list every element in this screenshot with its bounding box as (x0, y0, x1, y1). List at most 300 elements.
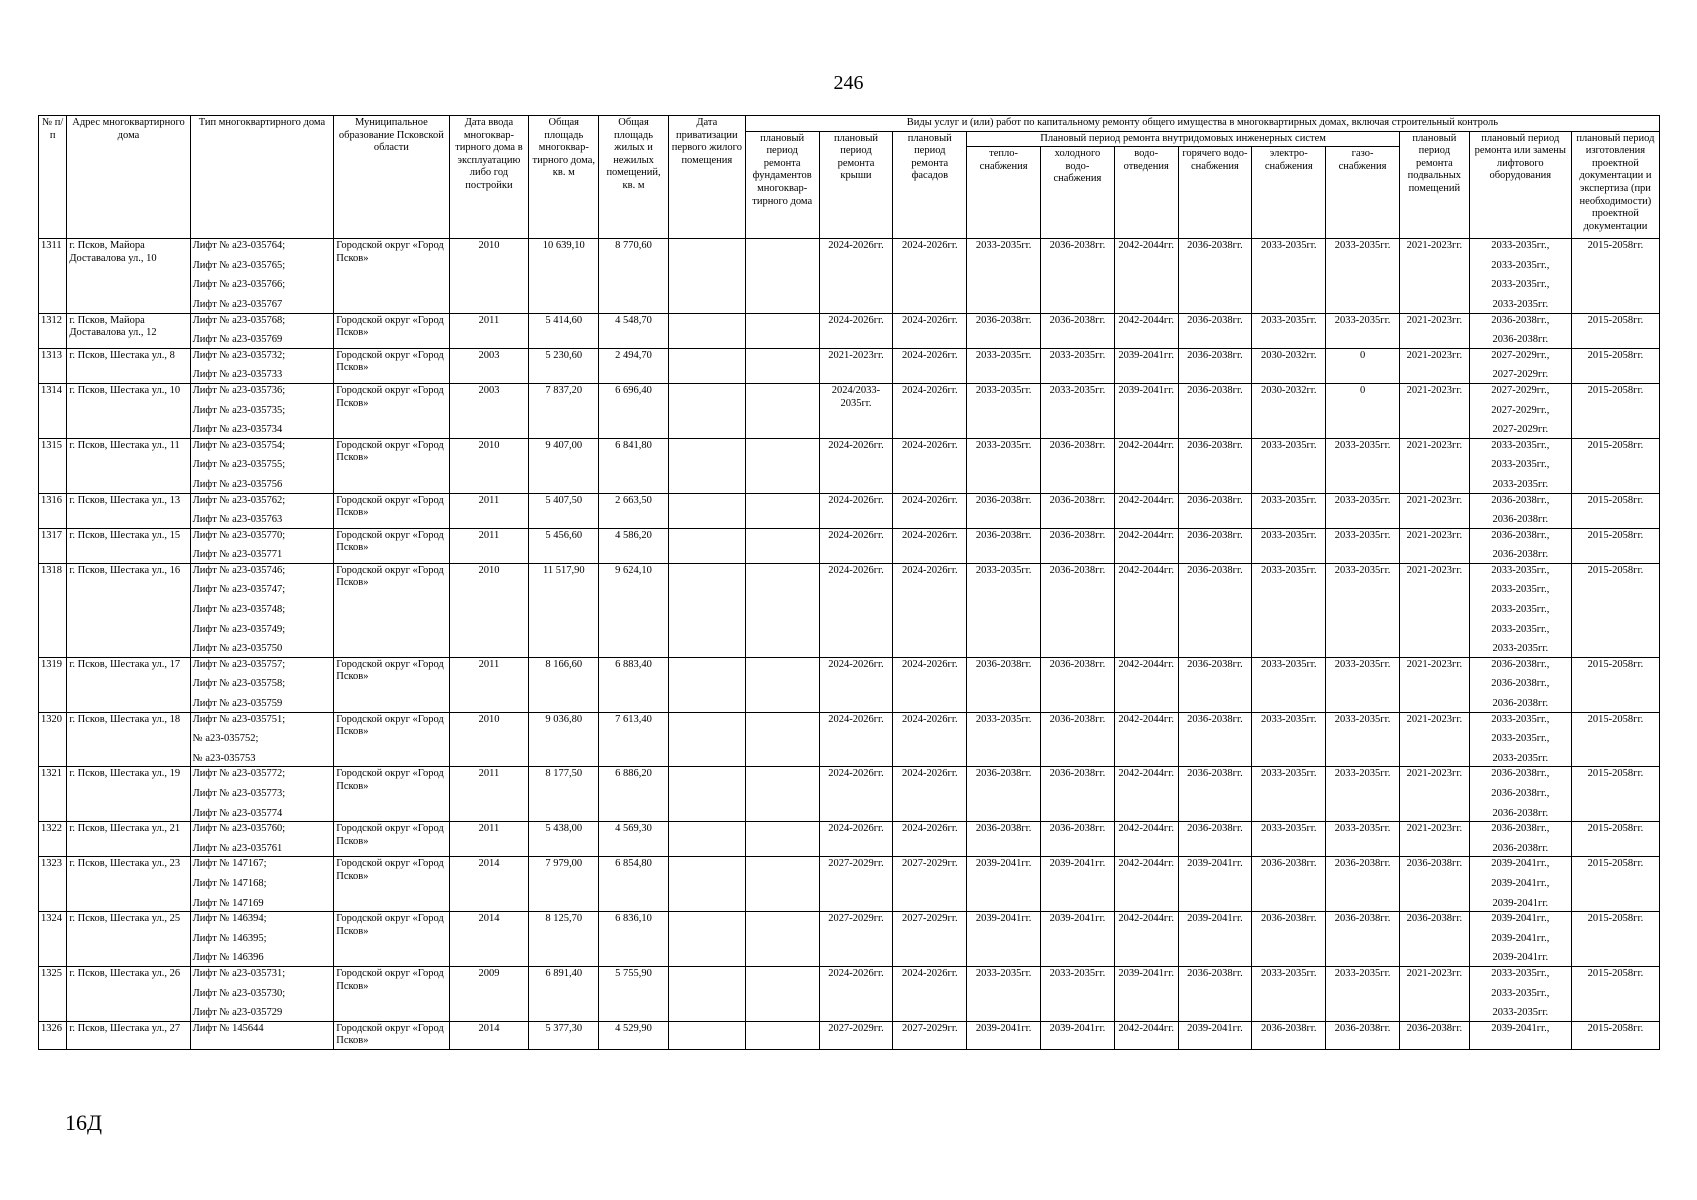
commission-year-cell: 2014 (449, 1021, 529, 1049)
table-row (39, 966, 1660, 1021)
municipality-cell: Городской округ «Город Псков» (334, 348, 449, 383)
gas-period-cell: 2033-2035гг. (1326, 767, 1400, 822)
row-num-cell: 1320 (39, 712, 67, 767)
foundation-period-cell (745, 348, 819, 383)
foundation-period-cell (745, 313, 819, 348)
elevator-type-cell (190, 493, 334, 528)
address-cell: г. Псков, Шестака ул., 27 (67, 1021, 190, 1049)
foundation-period-cell (745, 712, 819, 767)
elevator-type-line: Лифт № а23-035731; (192, 967, 286, 979)
elevator-type-cell (190, 313, 334, 348)
total-area-cell: 7 837,20 (529, 383, 599, 438)
foundation-period-cell (745, 528, 819, 563)
basement-period-cell: 2021-2023гг. (1399, 438, 1469, 493)
living-area-cell: 6 836,10 (599, 912, 669, 967)
elevator-period-line: 2033-2035гг. (1492, 298, 1549, 310)
elevator-period-line: 2036-2038гг., (1491, 788, 1550, 799)
foundation-period-cell (745, 563, 819, 657)
elevator-period-cell (1469, 313, 1571, 348)
design-period-cell: 2015-2058гг. (1571, 822, 1659, 857)
elevator-period-cell (1469, 857, 1571, 912)
facade-period-cell: 2024-2026гг. (893, 383, 967, 438)
design-period-cell: 2015-2058гг. (1571, 657, 1659, 712)
design-period-cell: 2015-2058гг. (1571, 438, 1659, 493)
living-area-cell: 4 569,30 (599, 822, 669, 857)
facade-period-cell: 2027-2029гг. (893, 1021, 967, 1049)
elevator-period-line: 2036-2038гг. (1492, 807, 1549, 819)
basement-period-cell: 2021-2023гг. (1399, 563, 1469, 657)
commission-year-cell: 2014 (449, 912, 529, 967)
electric-period-cell: 2036-2038гг. (1252, 912, 1326, 967)
elevator-period-line: 2036-2038гг., (1491, 678, 1550, 690)
address-cell: г. Псков, Шестака ул., 13 (67, 493, 190, 528)
municipality-cell: Городской округ «Город Псков» (334, 528, 449, 563)
facade-period-cell: 2024-2026гг. (893, 767, 967, 822)
privatization-cell (668, 822, 745, 857)
elevator-period-line: 2027-2029гг. (1492, 424, 1549, 436)
elevator-period-cell (1469, 493, 1571, 528)
design-period-cell: 2015-2058гг. (1571, 239, 1659, 313)
row-num-cell: 1321 (39, 767, 67, 822)
elevator-type-line: Лифт № а23-035736; (192, 384, 286, 396)
elevator-period-line: 2033-2035гг., (1491, 240, 1550, 252)
hot-water-period-cell: 2036-2038гг. (1178, 966, 1252, 1021)
elevator-type-line: Лифт № 146395; (192, 932, 267, 944)
elevator-type-line: Лифт № а23-035729 (192, 1007, 283, 1019)
elevator-period-line: 2033-2035гг. (1492, 643, 1549, 655)
foundation-period-cell (745, 493, 819, 528)
hot-water-period-cell: 2036-2038гг. (1178, 822, 1252, 857)
elevator-type-cell (190, 438, 334, 493)
elevator-period-cell (1469, 966, 1571, 1021)
facade-period-cell: 2027-2029гг. (893, 857, 967, 912)
hot-water-period-cell: 2036-2038гг. (1178, 528, 1252, 563)
privatization-cell (668, 348, 745, 383)
gas-period-cell: 2033-2035гг. (1326, 438, 1400, 493)
foundation-period-cell (745, 1021, 819, 1049)
municipality-cell: Городской округ «Город Псков» (334, 1021, 449, 1049)
elevator-period-cell (1469, 438, 1571, 493)
gas-period-cell: 2036-2038гг. (1326, 912, 1400, 967)
heat-period-cell: 2033-2035гг. (967, 239, 1041, 313)
cold-water-period-cell: 2036-2038гг. (1041, 239, 1115, 313)
hot-water-period-cell: 2039-2041гг. (1178, 912, 1252, 967)
sewer-period-cell: 2042-2044гг. (1114, 239, 1178, 313)
cold-water-period-cell: 2036-2038гг. (1041, 438, 1115, 493)
sewer-period-cell: 2042-2044гг. (1114, 912, 1178, 967)
heat-period-cell: 2033-2035гг. (967, 348, 1041, 383)
elevator-period-line: 2036-2038гг., (1491, 314, 1550, 326)
header-living-area: Общая площадь жилых и нежилых помещений, кв. м (599, 116, 669, 239)
elevator-type-line: Лифт № а23-035766; (192, 279, 286, 291)
table-row (39, 822, 1660, 857)
foundation-period-cell (745, 822, 819, 857)
elevator-period-line: 2033-2035гг., (1491, 439, 1550, 451)
elevator-type-line: Лифт № а23-035763 (192, 514, 283, 526)
heat-period-cell: 2033-2035гг. (967, 563, 1041, 657)
row-num-cell: 1314 (39, 383, 67, 438)
table-row (39, 857, 1660, 912)
sewer-period-cell: 2042-2044гг. (1114, 493, 1178, 528)
privatization-cell (668, 438, 745, 493)
elevator-period-line: 2027-2029гг., (1491, 404, 1550, 416)
elevator-period-line: 2033-2035гг., (1491, 459, 1550, 471)
facade-period-cell: 2024-2026гг. (893, 493, 967, 528)
foundation-period-cell (745, 239, 819, 313)
elevator-type-line: Лифт № а23-035746; (192, 564, 286, 576)
table-row (39, 383, 1660, 438)
municipality-cell: Городской округ «Город Псков» (334, 239, 449, 313)
roof-period-cell: 2024-2026гг. (819, 493, 893, 528)
electric-period-cell: 2033-2035гг. (1252, 712, 1326, 767)
capital-repair-table (38, 115, 1660, 1050)
elevator-type-line: Лифт № 147168; (192, 877, 267, 889)
hot-water-period-cell: 2036-2038гг. (1178, 767, 1252, 822)
hot-water-period-cell: 2036-2038гг. (1178, 563, 1252, 657)
roof-period-cell: 2024-2026гг. (819, 822, 893, 857)
privatization-cell (668, 528, 745, 563)
header-municipality: Муниципальное образование Псковской области (334, 116, 449, 239)
elevator-type-line: Лифт № а23-035732; (192, 349, 286, 361)
elevator-period-line: 2039-2041гг., (1491, 858, 1550, 870)
commission-year-cell: 2010 (449, 438, 529, 493)
elevator-type-line: Лифт № 145644 (192, 1022, 264, 1034)
table-row (39, 563, 1660, 657)
basement-period-cell: 2036-2038гг. (1399, 1021, 1469, 1049)
gas-period-cell: 2033-2035гг. (1326, 966, 1400, 1021)
hot-water-period-cell: 2036-2038гг. (1178, 493, 1252, 528)
design-period-cell: 2015-2058гг. (1571, 966, 1659, 1021)
elevator-type-line: Лифт № а23-035771 (192, 549, 283, 561)
living-area-cell: 6 854,80 (599, 857, 669, 912)
total-area-cell: 9 407,00 (529, 438, 599, 493)
elevator-period-line: 2033-2035гг. (1492, 1007, 1549, 1019)
row-num-cell: 1317 (39, 528, 67, 563)
elevator-type-line: № а23-035753 (192, 752, 256, 764)
foundation-period-cell (745, 966, 819, 1021)
design-period-cell: 2015-2058гг. (1571, 563, 1659, 657)
living-area-cell: 4 586,20 (599, 528, 669, 563)
commission-year-cell: 2009 (449, 966, 529, 1021)
gas-period-cell: 0 (1326, 348, 1400, 383)
elevator-period-cell (1469, 822, 1571, 857)
privatization-cell (668, 966, 745, 1021)
row-num-cell: 1312 (39, 313, 67, 348)
address-cell: г. Псков, Шестака ул., 23 (67, 857, 190, 912)
cold-water-period-cell: 2036-2038гг. (1041, 563, 1115, 657)
total-area-cell: 11 517,90 (529, 563, 599, 657)
basement-period-cell: 2036-2038гг. (1399, 912, 1469, 967)
elevator-period-line: 2033-2035гг., (1491, 279, 1550, 291)
address-cell: г. Псков, Шестака ул., 11 (67, 438, 190, 493)
commission-year-cell: 2011 (449, 528, 529, 563)
facade-period-cell: 2024-2026гг. (893, 528, 967, 563)
commission-year-cell: 2011 (449, 822, 529, 857)
gas-period-cell: 2033-2035гг. (1326, 712, 1400, 767)
roof-period-cell: 2027-2029гг. (819, 912, 893, 967)
foundation-period-cell (745, 912, 819, 967)
gas-period-cell: 2033-2035гг. (1326, 239, 1400, 313)
living-area-cell: 5 755,90 (599, 966, 669, 1021)
elevator-type-line: Лифт № 146394; (192, 913, 267, 925)
municipality-cell: Городской округ «Город Псков» (334, 822, 449, 857)
header-roof: плановый период ремонта крыши (819, 131, 893, 239)
basement-period-cell: 2021-2023гг. (1399, 822, 1469, 857)
hot-water-period-cell: 2036-2038гг. (1178, 348, 1252, 383)
elevator-type-cell (190, 822, 334, 857)
hot-water-period-cell: 2036-2038гг. (1178, 438, 1252, 493)
address-cell: г. Псков, Шестака ул., 15 (67, 528, 190, 563)
elevator-type-cell (190, 857, 334, 912)
elevator-type-cell (190, 712, 334, 767)
facade-period-cell: 2024-2026гг. (893, 657, 967, 712)
elevator-type-line: Лифт № а23-035765; (192, 259, 286, 271)
municipality-cell: Городской округ «Город Псков» (334, 966, 449, 1021)
cold-water-period-cell: 2036-2038гг. (1041, 528, 1115, 563)
elevator-type-cell (190, 348, 334, 383)
total-area-cell: 5 230,60 (529, 348, 599, 383)
elevator-type-cell (190, 912, 334, 967)
elevator-type-line: Лифт № а23-035757; (192, 658, 286, 670)
elevator-type-line: Лифт № а23-035747; (192, 584, 286, 596)
total-area-cell: 6 891,40 (529, 966, 599, 1021)
commission-year-cell: 2011 (449, 767, 529, 822)
cold-water-period-cell: 2033-2035гг. (1041, 348, 1115, 383)
elevator-period-line: 2027-2029гг. (1492, 369, 1549, 381)
elevator-period-cell (1469, 712, 1571, 767)
roof-period-cell: 2024-2026гг. (819, 712, 893, 767)
foundation-period-cell (745, 383, 819, 438)
elevator-type-cell (190, 239, 334, 313)
design-period-cell: 2015-2058гг. (1571, 912, 1659, 967)
row-num-cell: 1323 (39, 857, 67, 912)
elevator-period-line: 2039-2041гг., (1491, 1022, 1550, 1034)
foundation-period-cell (745, 767, 819, 822)
gas-period-cell: 2033-2035гг. (1326, 493, 1400, 528)
elevator-type-cell (190, 383, 334, 438)
roof-period-cell: 2024-2026гг. (819, 767, 893, 822)
design-period-cell: 2015-2058гг. (1571, 767, 1659, 822)
elevator-type-cell (190, 528, 334, 563)
electric-period-cell: 2030-2032гг. (1252, 348, 1326, 383)
total-area-cell: 8 177,50 (529, 767, 599, 822)
privatization-cell (668, 657, 745, 712)
cold-water-period-cell: 2039-2041гг. (1041, 912, 1115, 967)
elevator-type-line: Лифт № а23-035769 (192, 334, 283, 346)
elevator-type-line: Лифт № 147169 (192, 897, 264, 909)
electric-period-cell: 2033-2035гг. (1252, 239, 1326, 313)
cold-water-period-cell: 2036-2038гг. (1041, 767, 1115, 822)
elevator-type-line: Лифт № а23-035756 (192, 478, 283, 490)
sewer-period-cell: 2042-2044гг. (1114, 1021, 1178, 1049)
total-area-cell: 5 438,00 (529, 822, 599, 857)
row-num-cell: 1319 (39, 657, 67, 712)
sewer-period-cell: 2042-2044гг. (1114, 857, 1178, 912)
heat-period-cell: 2033-2035гг. (967, 383, 1041, 438)
header-cold-water: холодного водо-снабжения (1041, 147, 1115, 239)
sewer-period-cell: 2042-2044гг. (1114, 563, 1178, 657)
living-area-cell: 2 494,70 (599, 348, 669, 383)
header-engineering-group: Плановый период ремонта внутридомовых инженерных систем (967, 131, 1400, 147)
facade-period-cell: 2024-2026гг. (893, 822, 967, 857)
elevator-type-cell (190, 1021, 334, 1049)
elevator-type-line: Лифт № а23-035768; (192, 314, 286, 326)
elevator-type-line: Лифт № а23-035755; (192, 459, 286, 471)
total-area-cell: 10 639,10 (529, 239, 599, 313)
municipality-cell: Городской округ «Город Псков» (334, 912, 449, 967)
heat-period-cell: 2039-2041гг. (967, 912, 1041, 967)
privatization-cell (668, 912, 745, 967)
row-num-cell: 1313 (39, 348, 67, 383)
elevator-type-line: № а23-035752; (192, 733, 259, 745)
facade-period-cell: 2024-2026гг. (893, 563, 967, 657)
total-area-cell: 5 407,50 (529, 493, 599, 528)
electric-period-cell: 2033-2035гг. (1252, 563, 1326, 657)
row-num-cell: 1311 (39, 239, 67, 313)
elevator-type-cell (190, 966, 334, 1021)
address-cell: г. Псков, Шестака ул., 8 (67, 348, 190, 383)
hot-water-period-cell: 2036-2038гг. (1178, 239, 1252, 313)
living-area-cell: 6 883,40 (599, 657, 669, 712)
elevator-type-line: Лифт № а23-035761 (192, 842, 283, 854)
living-area-cell: 6 696,40 (599, 383, 669, 438)
header-sewer: водо-отведения (1114, 147, 1178, 239)
row-num-cell: 1315 (39, 438, 67, 493)
foundation-period-cell (745, 857, 819, 912)
living-area-cell: 7 613,40 (599, 712, 669, 767)
header-works-group: Виды услуг и (или) работ по капитальному ремонту общего имущества в многоквартирных домах, включая строительный контроль (745, 116, 1659, 132)
heat-period-cell: 2033-2035гг. (967, 966, 1041, 1021)
heat-period-cell: 2039-2041гг. (967, 857, 1041, 912)
elevator-type-line: Лифт № а23-035772; (192, 768, 286, 780)
facade-period-cell: 2024-2026гг. (893, 712, 967, 767)
sewer-period-cell: 2042-2044гг. (1114, 528, 1178, 563)
header-facade: плановый период ремонта фасадов (893, 131, 967, 239)
gas-period-cell: 2036-2038гг. (1326, 1021, 1400, 1049)
total-area-cell: 8 125,70 (529, 912, 599, 967)
elevator-type-line: Лифт № а23-035764; (192, 240, 286, 252)
hot-water-period-cell: 2039-2041гг. (1178, 857, 1252, 912)
elevator-period-line: 2033-2035гг., (1491, 623, 1550, 635)
total-area-cell: 5 414,60 (529, 313, 599, 348)
elevator-period-cell (1469, 657, 1571, 712)
facade-period-cell: 2024-2026гг. (893, 348, 967, 383)
elevator-type-line: Лифт № 147167; (192, 858, 267, 870)
sewer-period-cell: 2042-2044гг. (1114, 767, 1178, 822)
heat-period-cell: 2033-2035гг. (967, 712, 1041, 767)
address-cell: г. Псков, Майора Доставалова ул., 12 (67, 313, 190, 348)
elevator-period-cell (1469, 348, 1571, 383)
table-row (39, 1021, 1660, 1049)
electric-period-cell: 2033-2035гг. (1252, 528, 1326, 563)
basement-period-cell: 2021-2023гг. (1399, 313, 1469, 348)
row-num-cell: 1326 (39, 1021, 67, 1049)
elevator-period-line: 2033-2035гг., (1491, 604, 1550, 616)
cold-water-period-cell: 2036-2038гг. (1041, 822, 1115, 857)
elevator-type-line: Лифт № а23-035733 (192, 369, 283, 381)
cold-water-period-cell: 2036-2038гг. (1041, 493, 1115, 528)
sewer-period-cell: 2042-2044гг. (1114, 438, 1178, 493)
basement-period-cell: 2021-2023гг. (1399, 528, 1469, 563)
commission-year-cell: 2011 (449, 657, 529, 712)
design-period-cell: 2015-2058гг. (1571, 528, 1659, 563)
header-design: плановый период изготовления проектной документации и экспертиза (при необходимости) проектной документации (1571, 131, 1659, 239)
elevator-period-line: 2036-2038гг., (1491, 658, 1550, 670)
elevator-period-cell (1469, 528, 1571, 563)
total-area-cell: 5 456,60 (529, 528, 599, 563)
header-total-area: Общая площадь многоквар-тирного дома, кв. м (529, 116, 599, 239)
municipality-cell: Городской округ «Город Псков» (334, 313, 449, 348)
facade-period-cell: 2024-2026гг. (893, 313, 967, 348)
elevator-type-line: Лифт № а23-035760; (192, 823, 286, 835)
cold-water-period-cell: 2033-2035гг. (1041, 966, 1115, 1021)
privatization-cell (668, 493, 745, 528)
sewer-period-cell: 2039-2041гг. (1114, 348, 1178, 383)
hot-water-period-cell: 2036-2038гг. (1178, 712, 1252, 767)
header-foundation: плановый период ремонта фундаментов многоквар-тирного дома (745, 131, 819, 239)
elevator-type-line: Лифт № а23-035770; (192, 529, 286, 541)
header-num: № п/п (39, 116, 67, 239)
design-period-cell: 2015-2058гг. (1571, 493, 1659, 528)
table-row (39, 239, 1660, 313)
elevator-period-line: 2036-2038гг., (1491, 823, 1550, 835)
hot-water-period-cell: 2036-2038гг. (1178, 657, 1252, 712)
roof-period-cell: 2024-2026гг. (819, 239, 893, 313)
elevator-type-line: Лифт № а23-035773; (192, 788, 286, 799)
elevator-type-cell (190, 657, 334, 712)
cold-water-period-cell: 2033-2035гг. (1041, 383, 1115, 438)
address-cell: г. Псков, Шестака ул., 18 (67, 712, 190, 767)
elevator-period-cell (1469, 383, 1571, 438)
row-num-cell: 1316 (39, 493, 67, 528)
sewer-period-cell: 2042-2044гг. (1114, 822, 1178, 857)
heat-period-cell: 2036-2038гг. (967, 822, 1041, 857)
commission-year-cell: 2011 (449, 493, 529, 528)
commission-year-cell: 2014 (449, 857, 529, 912)
address-cell: г. Псков, Шестака ул., 26 (67, 966, 190, 1021)
row-num-cell: 1322 (39, 822, 67, 857)
gas-period-cell: 2036-2038гг. (1326, 857, 1400, 912)
gas-period-cell: 2033-2035гг. (1326, 313, 1400, 348)
elevator-type-line: Лифт № а23-035762; (192, 494, 286, 506)
electric-period-cell: 2036-2038гг. (1252, 857, 1326, 912)
gas-period-cell: 2033-2035гг. (1326, 822, 1400, 857)
sewer-period-cell: 2042-2044гг. (1114, 313, 1178, 348)
elevator-type-cell (190, 767, 334, 822)
design-period-cell: 2015-2058гг. (1571, 857, 1659, 912)
heat-period-cell: 2033-2035гг. (967, 438, 1041, 493)
commission-year-cell: 2010 (449, 712, 529, 767)
roof-period-cell: 2021-2023гг. (819, 348, 893, 383)
design-period-cell: 2015-2058гг. (1571, 712, 1659, 767)
elevator-period-line: 2033-2035гг. (1492, 752, 1549, 764)
roof-period-cell: 2024-2026гг. (819, 438, 893, 493)
elevator-period-line: 2036-2038гг., (1491, 494, 1550, 506)
elevator-period-line: 2033-2035гг., (1491, 967, 1550, 979)
sewer-period-cell: 2039-2041гг. (1114, 383, 1178, 438)
basement-period-cell: 2021-2023гг. (1399, 348, 1469, 383)
roof-period-cell: 2024-2026гг. (819, 966, 893, 1021)
privatization-cell (668, 239, 745, 313)
municipality-cell: Городской округ «Город Псков» (334, 438, 449, 493)
living-area-cell: 6 886,20 (599, 767, 669, 822)
municipality-cell: Городской округ «Город Псков» (334, 657, 449, 712)
elevator-period-line: 2039-2041гг., (1491, 913, 1550, 925)
commission-year-cell: 2010 (449, 239, 529, 313)
elevator-period-line: 2033-2035гг., (1491, 584, 1550, 596)
elevator-type-line: Лифт № а23-035759 (192, 698, 283, 710)
elevator-period-line: 2033-2035гг., (1491, 259, 1550, 271)
